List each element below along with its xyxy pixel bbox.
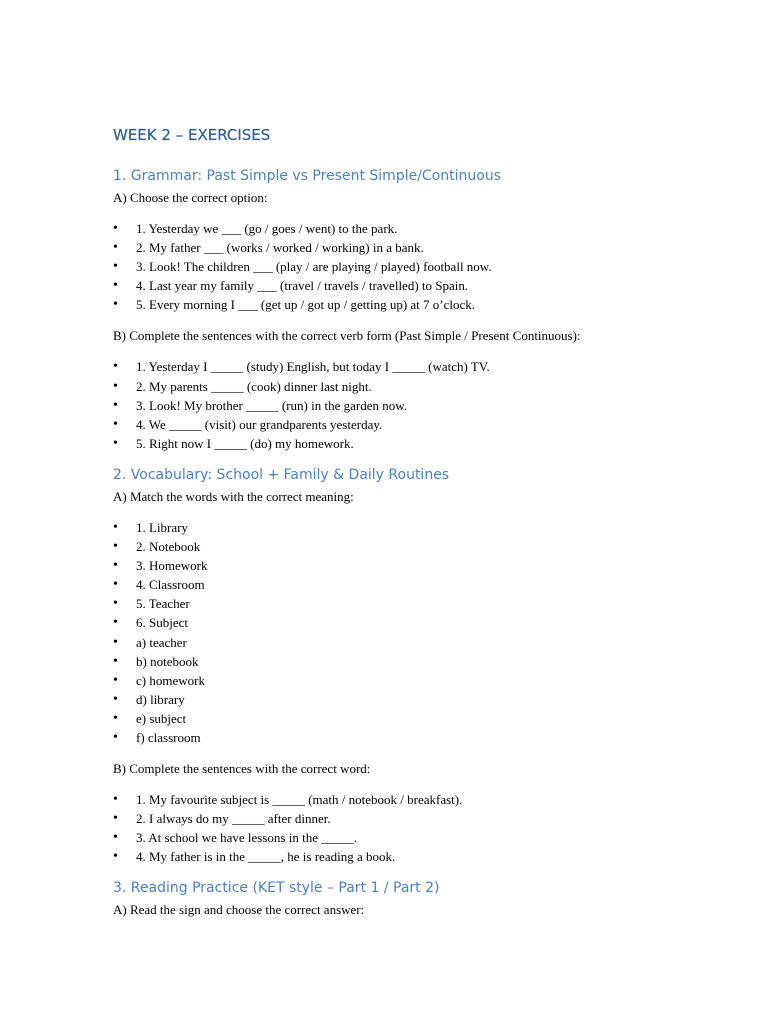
list-item: • 2. I always do my _____ after dinner. xyxy=(113,809,713,828)
list-item: • 2. My parents _____ (cook) dinner last night. xyxy=(113,377,713,396)
list-item: • 4. Classroom xyxy=(113,575,713,594)
list-item: • 4. We _____ (visit) our grandparents yesterday. xyxy=(113,415,713,434)
list-item: • 3. Look! The children ___ (play / are playing / played) football now. xyxy=(113,257,713,276)
list-item: • 4. My father is in the _____, he is reading a book. xyxy=(113,847,713,866)
list-item: • 4. Last year my family ___ (travel / travels / travelled) to Spain. xyxy=(113,276,713,295)
section-heading-reading: 3. Reading Practice (KET style – Part 1 / Part 2) xyxy=(113,880,440,897)
page-title: WEEK 2 – EXERCISES xyxy=(113,126,271,144)
list-item: • 5. Right now I _____ (do) my homework. xyxy=(113,434,713,453)
list-item: • c) homework xyxy=(113,671,713,690)
list-item: • 2. My father ___ (works / worked / working) in a bank. xyxy=(113,238,713,257)
exercise-list-vocabulary-a xyxy=(113,518,713,747)
instruction-vocabulary-a: A) Match the words with the correct meaning: xyxy=(113,488,354,504)
list-item: • f) classroom xyxy=(113,728,713,747)
exercise-list-vocabulary-b xyxy=(113,790,713,866)
instruction-grammar-b: B) Complete the sentences with the correct verb form (Past Simple / Present Continuous): xyxy=(113,328,581,344)
list-item: • b) notebook xyxy=(113,652,713,671)
list-item: • 3. At school we have lessons in the _____. xyxy=(113,828,713,847)
list-item: • 1. Yesterday we ___ (go / goes / went) to the park. xyxy=(113,219,713,238)
section-heading-vocabulary: 2. Vocabulary: School + Family & Daily Routines xyxy=(113,466,450,483)
instruction-grammar-a: A) Choose the correct option: xyxy=(113,190,268,205)
list-item: • 3. Look! My brother _____ (run) in the garden now. xyxy=(113,396,713,415)
instruction-reading-a: A) Read the sign and choose the correct answer: xyxy=(113,902,365,918)
list-item: • 6. Subject xyxy=(113,613,713,632)
list-item: • 5. Every morning I ___ (get up / got up / getting up) at 7 o’clock. xyxy=(113,295,713,314)
document-content xyxy=(113,124,713,931)
exercise-list-grammar-b xyxy=(113,357,713,452)
list-item: • a) teacher xyxy=(113,633,713,652)
list-item: • 1. Library xyxy=(113,518,713,537)
section-heading-grammar: 1. Grammar: Past Simple vs Present Simple/Continuous xyxy=(113,168,502,184)
exercise-list-grammar-a xyxy=(113,219,713,314)
list-item: • 1. My favourite subject is _____ (math / notebook / breakfast). xyxy=(113,790,713,809)
instruction-vocabulary-b: B) Complete the sentences with the correct word: xyxy=(113,761,371,777)
list-item: • 2. Notebook xyxy=(113,537,713,556)
list-item: • d) library xyxy=(113,690,713,709)
list-item: • e) subject xyxy=(113,709,713,728)
list-item: • 5. Teacher xyxy=(113,594,713,613)
list-item: • 1. Yesterday I _____ (study) English, but today I _____ (watch) TV. xyxy=(113,357,713,376)
list-item: • 3. Homework xyxy=(113,556,713,575)
